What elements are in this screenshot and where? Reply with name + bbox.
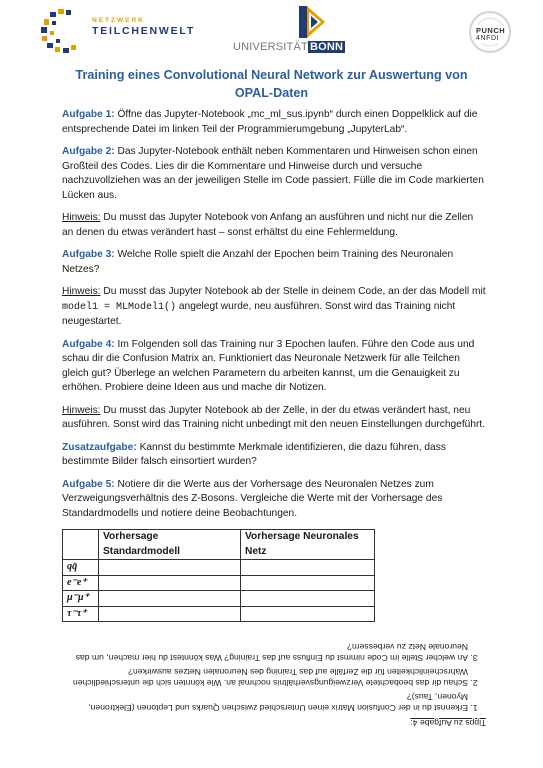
- extra-task-label: Zusatzaufgabe:: [62, 441, 137, 453]
- task-2: [62, 145, 487, 203]
- task-2-text: Das Jupyter-Notebook enthält neben Kommentaren und Hinweisen schon einen Großteil des Codes. Lies dir die Kommentare und Hinweise durch und versuche nachzuvollziehen was an der jeweiligen Stelle im Code passiert. Fülle die im Code markierten Lücken aus.: [62, 146, 484, 201]
- netzwerk-teilchenwelt-logo: [38, 7, 196, 55]
- task-4-label: Aufgabe 4:: [62, 338, 115, 350]
- table-cell[interactable]: [241, 591, 375, 607]
- punch-subtext: 4NFDI: [476, 35, 500, 42]
- header: [0, 0, 543, 62]
- bonn-emblem-icon: [233, 4, 343, 42]
- table-cell[interactable]: [99, 591, 241, 607]
- tips-upside-down: [58, 638, 486, 728]
- table-header-cell: [63, 530, 99, 560]
- hint-2-text-b: angelegt wurde, neu ausführen. Sonst wird das Training nicht neugestartet.: [62, 300, 456, 327]
- task-3-text: Welche Rolle spielt die Anzahl der Epochen beim Training des Neuronalen Netzes?: [62, 249, 454, 275]
- hint-1-text: Du musst das Jupyter Notebook von Anfang an ausführen und nicht nur die Zellen an denen du etwas verändert hast – sonst erhältst du eine Fehlermeldung.: [62, 212, 474, 238]
- table-header-cell: Vorhersage Standardmodell: [99, 530, 241, 560]
- table-row-label: qq̄: [63, 560, 99, 576]
- table-row: [63, 560, 375, 576]
- bonn-word-right: BONN: [309, 41, 344, 53]
- table-cell[interactable]: [99, 606, 241, 622]
- tips-title: Tipps zu Aufgabe 4:: [410, 718, 486, 728]
- hint-3-text: Du musst das Jupyter Notebook ab der Zelle, in der du etwas verändert hast, neu ausführen. Sonst wird das Training nicht unbedingt mit den neuen Einstellungen durchgeführt.: [62, 404, 486, 430]
- task-1: [62, 108, 487, 137]
- table-row-label: e⁻e⁺: [63, 575, 99, 591]
- table-header-cell: Vorhersage Neuronales Netz: [241, 530, 375, 560]
- table-row-label: μ⁻μ⁺: [63, 591, 99, 607]
- extra-task: [62, 441, 487, 470]
- table-row: [63, 575, 375, 591]
- task-4: [62, 338, 487, 396]
- task-5-text: Notiere dir die Werte aus der Vorhersage des Neuronalen Netzes zum Verzweigungsverhältnis des Z-Bosons. Vergleiche die Werte mit der Vorhersage des Standardmodells und notiere deine Beobachtungen.: [62, 478, 443, 519]
- tip-item: 2. Schau dir das beobachtete Verzweigungsverhältnis nochmal an. Wie könnten sich die unterschiedlichen Wahrscheinlichkeiten für die Zerfälle auf das Training des Neuronalen Netzes auswirken?: [58, 666, 468, 688]
- task-5: [62, 478, 487, 522]
- tips-list: [58, 641, 486, 713]
- table-row-label: τ⁻τ⁺: [63, 606, 99, 622]
- hint-3: [62, 404, 487, 433]
- task-4-text: Im Folgenden soll das Training nur 3 Epochen laufen. Führe den Code aus und schau dir die Confusion Matrix an. Funktioniert das Neuronale Netzwerk für alle Teilchen gleich gut? Überlege an welchen Parametern du arbeiten kannst, um die Genauigkeit zu erhöhen. Probiere deine Ideen aus und mache dir Notizen.: [62, 338, 475, 393]
- bonn-word-left: UNIVERSITÄT: [233, 41, 308, 53]
- tip-item: 1. Erkennst du in der Confusion Matrix einen Unterschied zwischen Quarks und Leptonen (Elektronen, Myonen, Taus)?: [58, 691, 468, 713]
- logo-title: TEILCHENWELT: [92, 25, 196, 37]
- punch4nfdi-logo: [466, 8, 514, 56]
- table-cell[interactable]: [241, 606, 375, 622]
- task-5-label: Aufgabe 5:: [62, 478, 115, 490]
- task-3-label: Aufgabe 3:: [62, 249, 115, 260]
- task-content: [62, 108, 487, 622]
- observation-table: [62, 529, 375, 622]
- table-cell[interactable]: [99, 560, 241, 576]
- task-3: [62, 248, 487, 277]
- table-header-row: [63, 530, 375, 560]
- table-row: [63, 591, 375, 607]
- logo-subtitle: NETZWERK: [92, 17, 145, 24]
- hint-2: [62, 285, 487, 330]
- punch-text: PUNCH: [476, 26, 506, 35]
- table-cell[interactable]: [241, 560, 375, 576]
- hint-2-label: Hinweis:: [62, 286, 101, 297]
- table-cell[interactable]: [241, 575, 375, 591]
- bonn-wordmark: [233, 41, 345, 53]
- universitaet-bonn-logo: [233, 4, 343, 56]
- table-cell[interactable]: [99, 575, 241, 591]
- hint-2-text-a: Du musst das Jupyter Notebook ab der Stelle in deinem Code, an der das Modell mit: [103, 286, 486, 297]
- task-1-text: Öffne das Jupyter-Notebook „mc_ml_sus.ipynb“ durch einen Doppelklick auf die entsprechende Datei im linken Teil der Programmierumgebung „JupyterLab“.: [62, 109, 478, 135]
- hint-2-code: model1 = MLModel1(): [62, 301, 177, 313]
- task-2-label: Aufgabe 2:: [62, 146, 115, 157]
- hint-3-label: Hinweis:: [62, 404, 101, 416]
- page-title: Training eines Convolutional Neural Network zur Auswertung von OPAL-Daten: [75, 68, 468, 100]
- tip-item: 3. An welcher Stelle im Code nimmst du Einfluss auf das Training? Was könntest du hier machen, um das Neuronale Netz zu verbessern?: [58, 641, 468, 663]
- hint-1: [62, 211, 487, 240]
- extra-task-text: Kannst du bestimmte Merkmale identifizieren, die dazu führen, dass bestimmte Bilder falsch einsortiert wurden?: [62, 441, 446, 467]
- table-row: [63, 606, 375, 622]
- hint-1-label: Hinweis:: [62, 212, 101, 223]
- task-1-label: Aufgabe 1:: [62, 109, 115, 120]
- teilchenwelt-ring-icon: [38, 7, 88, 55]
